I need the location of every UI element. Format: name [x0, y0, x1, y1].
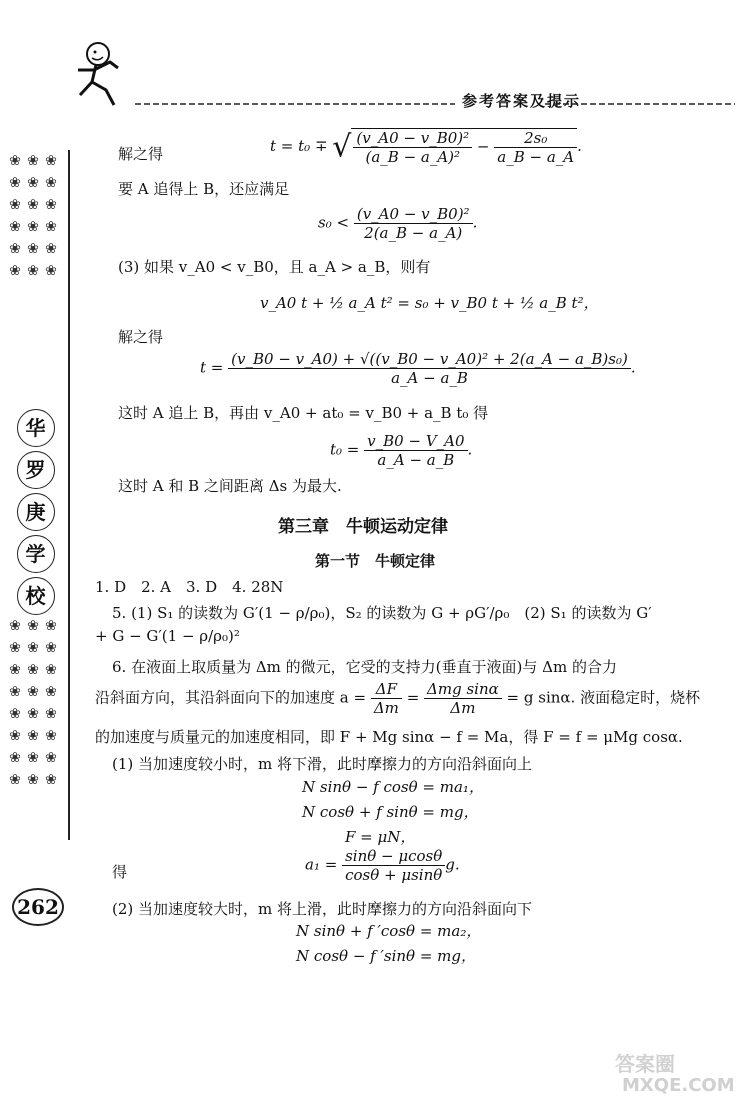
eq-lhs: a₁ =	[305, 855, 338, 874]
sqrt-body	[351, 128, 577, 166]
numerator: sinθ − μcosθ	[342, 847, 445, 866]
numerator: v_B0 − V_A0	[364, 432, 467, 451]
flower-icon: ❀	[45, 750, 57, 766]
flower-icon: ❀	[27, 618, 39, 634]
equation: N cosθ − f ′sinθ = mg，	[296, 947, 477, 965]
flower-icon: ❀	[9, 241, 21, 257]
flower-icon: ❀	[27, 263, 39, 279]
school-char: 校	[17, 577, 55, 615]
denominator: (a_B − a_A)²	[365, 148, 461, 166]
text-run: 沿斜面方向，其沿斜面向下的加速度 a =	[95, 688, 367, 707]
flower-icon: ❀	[27, 684, 39, 700]
equation: N sinθ + f ′cosθ = ma₂，	[296, 922, 482, 940]
numerator: (v_A0 − v_B0)²	[353, 129, 472, 148]
sqrt-icon: √	[332, 129, 352, 165]
flower-icon: ❀	[45, 618, 57, 634]
line-solve-label: 解之得	[118, 145, 164, 163]
text-line: (3) 如果 v_A0 < v_B0，且 a_A > a_B，则有	[118, 258, 431, 276]
flower-icon: ❀	[9, 197, 21, 213]
text-line: 这时 A 和 B 之间距离 Δs 为最大.	[118, 477, 342, 495]
flower-icon: ❀	[27, 153, 39, 169]
flower-icon: ❀	[45, 640, 57, 656]
watermark-logo: 答案圈	[615, 1052, 675, 1076]
equation: F = μN，	[345, 828, 416, 846]
answer-line: 5. (1) S₁ 的读数为 G′(1 − ρ/ρ₀)，S₂ 的读数为 G + ρG′/ρ₀ (2) S₁ 的读数为 G′	[112, 604, 652, 622]
chapter-title: 第三章 牛顿运动定律	[278, 517, 448, 537]
header-title: 参考答案及提示	[462, 92, 582, 110]
denominator: Δm	[373, 699, 399, 717]
eq-lhs: t₀ =	[330, 440, 360, 459]
page-number: 262	[12, 888, 64, 926]
flower-icon: ❀	[9, 684, 21, 700]
flower-icon: ❀	[9, 153, 21, 169]
flower-icon: ❀	[27, 241, 39, 257]
eq-lhs: t = t₀ ∓	[270, 137, 328, 155]
eq-lhs: t =	[200, 358, 224, 377]
equation-s0: s₀ < $\frac{\text{(v\_A0 − v\_B0)²}}{2(a\_B - a\_A)}$ .	[318, 205, 478, 242]
denominator: a_A − a_B	[377, 451, 455, 469]
denominator: a_A − a_B	[391, 369, 468, 387]
equation-motion: v_A0 t + ½ a_A t² = s₀ + v_B0 t + ½ a_B t²，	[260, 294, 599, 312]
text-run: = g sinα. 液面稳定时，烧杯	[506, 688, 701, 707]
school-char: 罗	[17, 451, 55, 489]
answer-line	[95, 680, 700, 717]
section-title: 第一节 牛顿定律	[315, 552, 436, 570]
flower-icon: ❀	[27, 772, 39, 788]
eq-lhs: s₀ <	[318, 213, 350, 232]
school-char: 庚	[17, 493, 55, 531]
flower-border-bottom	[6, 615, 66, 791]
flower-icon: ❀	[27, 750, 39, 766]
flower-icon: ❀	[9, 728, 21, 744]
flower-icon: ❀	[45, 241, 57, 257]
header-divider-right	[545, 100, 735, 108]
flower-icon: ❀	[9, 640, 21, 656]
fraction	[342, 847, 445, 884]
flower-icon: ❀	[9, 706, 21, 722]
flower-icon: ❀	[9, 618, 21, 634]
denominator: 2(a_B − a_A)	[364, 224, 463, 242]
flower-icon: ❀	[45, 263, 57, 279]
flower-icon: ❀	[9, 175, 21, 191]
flower-icon: ❀	[45, 772, 57, 788]
flower-icon: ❀	[45, 175, 57, 191]
flower-icon: ❀	[45, 662, 57, 678]
answer-line: 的加速度与质量元的加速度相同，即 F + Mg sinα − f = Ma，得 F = f = μMg cosα.	[95, 728, 683, 746]
flower-icon: ❀	[27, 640, 39, 656]
fraction	[371, 680, 402, 717]
equation-t: t = t₀ ∓ √ $\frac{\text{(v\_A0 − v\_B0)²}}{\text{(a\_B − a\_A)²}}$ − $\frac{\text{2s₀}}{a\_B - a\_A}$ .	[270, 129, 582, 166]
school-char: 学	[17, 535, 55, 573]
flower-icon: ❀	[45, 153, 57, 169]
flower-icon: ❀	[45, 197, 57, 213]
flower-icon: ❀	[9, 772, 21, 788]
flower-icon: ❀	[9, 662, 21, 678]
fraction	[354, 205, 473, 242]
flower-icon: ❀	[27, 175, 39, 191]
flower-icon: ❀	[9, 750, 21, 766]
equation: N sinθ − f cosθ = ma₁，	[302, 778, 484, 796]
minus-sign: −	[476, 137, 490, 156]
fraction	[228, 350, 631, 387]
denominator: Δm	[450, 699, 476, 717]
school-badge	[8, 405, 63, 619]
flower-icon: ❀	[45, 219, 57, 235]
fraction	[353, 129, 472, 166]
text-line: (1) 当加速度较小时，m 将下滑，此时摩擦力的方向沿斜面向上	[112, 755, 533, 773]
flower-icon: ❀	[45, 706, 57, 722]
margin-rule	[68, 150, 70, 840]
watermark-url: MXQE.COM	[622, 1075, 735, 1096]
eq-tail: g.	[445, 855, 460, 874]
header-divider-left	[135, 100, 455, 108]
text-line: (2) 当加速度较大时，m 将上滑，此时摩擦力的方向沿斜面向下	[112, 900, 533, 918]
flower-icon: ❀	[9, 263, 21, 279]
equation: N cosθ + f sinθ = mg，	[302, 803, 479, 821]
numerator: ΔF	[371, 680, 402, 699]
numerator: (v_A0 − v_B0)²	[354, 205, 473, 224]
equals-sign: =	[406, 688, 420, 707]
fraction	[494, 129, 577, 166]
school-char: 华	[17, 409, 55, 447]
answer-line: 6. 在液面上取质量为 Δm 的微元，它受的支持力(垂直于液面)与 Δm 的合力	[112, 658, 617, 676]
flower-icon: ❀	[27, 728, 39, 744]
flower-icon: ❀	[27, 219, 39, 235]
line-label: 得	[112, 863, 128, 881]
flower-border-top	[6, 150, 66, 282]
text-line: 要 A 追得上 B，还应满足	[118, 180, 290, 198]
numerator: Δmg sinα	[424, 680, 502, 699]
flower-icon: ❀	[9, 219, 21, 235]
line-solve-label: 解之得	[118, 328, 164, 346]
equation-t2: t = $\frac{\text{(v\_B0 − v\_A0) + √((v\_B0 − v\_A0)² + 2(a\_A − a\_B)s₀)}}{a\_A - a\_B}$ .	[200, 350, 636, 387]
text-line: 这时 A 追上 B，再由 v_A0 + at₀ = v_B0 + a_B t₀ 得	[118, 404, 489, 422]
flower-icon: ❀	[27, 706, 39, 722]
equation-t0: t₀ = $\frac{v\_B0 - V\_A0}{a\_A - a\_B}$ .	[330, 432, 473, 469]
answer-line: 1. D 2. A 3. D 4. 28N	[95, 578, 284, 596]
page-header	[0, 0, 750, 120]
denominator: cosθ + μsinθ	[345, 866, 443, 884]
denominator: a_B − a_A	[497, 148, 575, 166]
fraction	[364, 432, 467, 469]
equation-a1	[305, 847, 460, 884]
flower-icon: ❀	[45, 728, 57, 744]
flower-icon: ❀	[45, 684, 57, 700]
running-mascot-icon	[70, 40, 130, 110]
numerator: 2s₀	[494, 129, 577, 148]
fraction	[424, 680, 502, 717]
flower-icon: ❀	[27, 197, 39, 213]
numerator: (v_B0 − v_A0) + √((v_B0 − v_A0)² + 2(a_A − a_B)s₀)	[228, 350, 631, 369]
flower-icon: ❀	[27, 662, 39, 678]
answer-line: + G − G′(1 − ρ/ρ₀)²	[95, 627, 240, 645]
